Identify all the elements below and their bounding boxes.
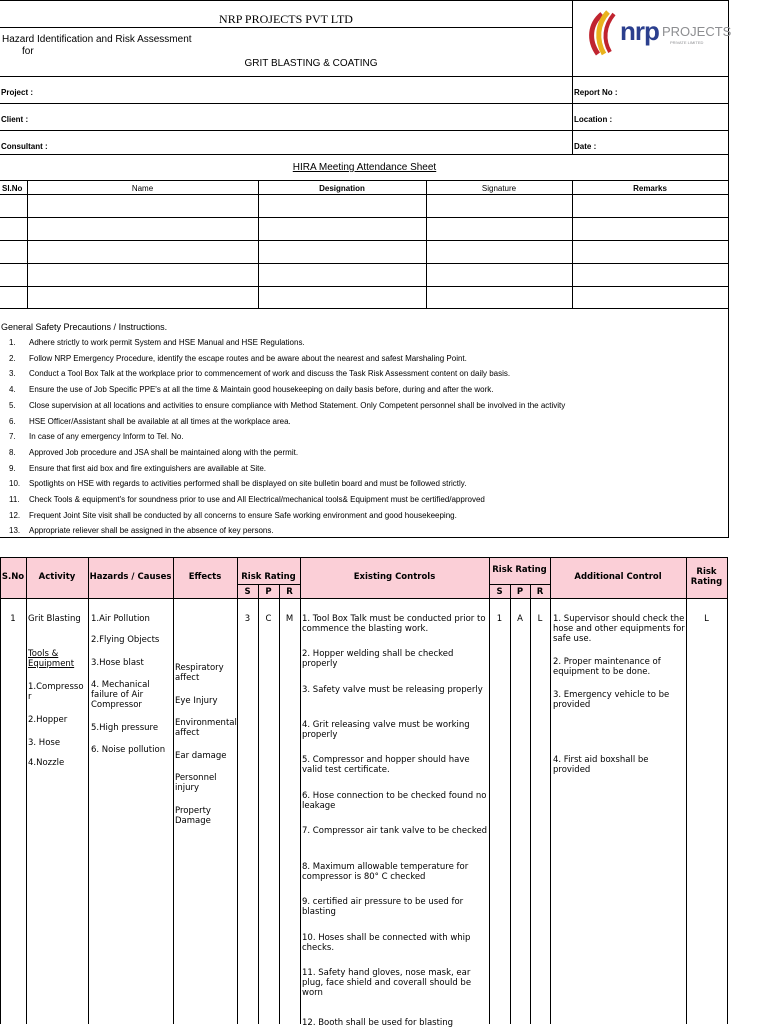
precaution-item	[0, 448, 728, 462]
tool-hopper: 2.Hopper	[28, 715, 68, 725]
header-additional-control: Additional Control	[574, 572, 662, 582]
precaution-item	[0, 464, 728, 478]
report-no-label: Report No :	[574, 88, 618, 97]
rating-p: C	[265, 614, 272, 624]
precaution-number: 7.	[9, 432, 16, 442]
effect-5: Personnel injury	[175, 773, 217, 793]
attendance-title: HIRA Meeting Attendance Sheet	[292, 162, 437, 173]
effect-3: Environmental affect	[175, 718, 237, 738]
header-s-2: S	[496, 587, 503, 597]
effect-6: Property Damage	[175, 806, 211, 826]
header-s: S	[244, 587, 251, 597]
hazard-6: 6. Noise pollution	[91, 745, 166, 755]
document-title: Hazard Identification and Risk Assessment	[2, 34, 192, 45]
tool-nozzle: 4.Nozzle	[28, 758, 65, 768]
precaution-text: Check Tools & equipment's for soundness prior to use and All Electrical/mechanical tools& Equipment must be certified/approved	[29, 495, 485, 504]
precaution-number: 5.	[9, 400, 16, 410]
additional-4: 4. First aid boxshall be provided	[553, 755, 649, 775]
precaution-number: 1.	[9, 338, 16, 347]
existing-control-item: 10. Hoses shall be connected with whip checks.	[302, 933, 471, 953]
effect-4: Ear damage	[175, 751, 227, 761]
tools-equipment-label: Tools & Equipment	[28, 649, 75, 669]
precautions-title: General Safety Precautions / Instructions.	[1, 322, 168, 332]
hazard-3: 3.Hose blast	[91, 658, 144, 668]
precaution-number: 8.	[9, 447, 16, 457]
row-activity: Grit Blasting	[28, 614, 81, 624]
existing-control-item: 8. Maximum allowable temperature for compressor is 80° C checked	[302, 862, 469, 882]
hazard-2: 2.Flying Objects	[91, 635, 160, 645]
header-risk-rating: Risk Rating	[241, 572, 296, 582]
rating-r-2: L	[537, 614, 543, 624]
precaution-text: Spotlights on HSE with regards to activities performed shall be displayed on site bulletin board and must be followed strictly.	[29, 479, 467, 489]
additional-2: 2. Proper maintenance of equipment to be done.	[553, 657, 661, 677]
tool-hose: 3. Hose	[28, 738, 61, 748]
location-label: Location :	[574, 115, 613, 124]
precaution-text: Approved Job procedure and JSA shall be maintained along with the permit.	[29, 447, 299, 457]
precaution-text: Adhere strictly to work permit System and HSE Manual and HSE Regulations.	[29, 338, 305, 347]
header-hazards: Hazards / Causes	[89, 572, 172, 582]
precaution-text: Ensure that first aid box and fire extinguishers are available at Site.	[29, 463, 267, 473]
logo-text-projects: PROJECTS	[662, 24, 732, 39]
company-logo	[584, 6, 732, 62]
precaution-number: 13.	[9, 526, 21, 536]
precaution-item	[0, 369, 728, 383]
precaution-number: 9.	[9, 463, 16, 473]
existing-control-item: 5. Compressor and hopper should have valid test certificate.	[302, 755, 470, 775]
header-activity: Activity	[38, 572, 76, 582]
col-remarks: Remarks	[633, 184, 667, 193]
precaution-text: Ensure the use of Job Specific PPE's at all the time & Maintain good housekeeping on daily basis before, during and after the work.	[29, 385, 494, 395]
project-label: Project :	[1, 88, 34, 97]
existing-control-item: 2. Hopper welding shall be checked properly	[302, 649, 454, 669]
hazard-5: 5.High pressure	[91, 723, 159, 733]
rating-s-2: 1	[496, 614, 503, 624]
precaution-number: 3.	[9, 369, 16, 379]
activity-title: GRIT BLASTING & COATING	[244, 58, 378, 69]
col-designation: Designation	[319, 184, 365, 193]
precaution-number: 2.	[9, 353, 16, 363]
rating-r: M	[285, 614, 294, 624]
precaution-number: 10.	[9, 479, 21, 489]
precaution-item	[0, 495, 728, 509]
company-name: NRP PROJECTS PVT LTD	[219, 12, 353, 26]
rating-p-2: A	[517, 614, 523, 624]
logo-subtext: PRIVATE LIMITED	[670, 40, 704, 45]
precaution-item	[0, 385, 728, 399]
precaution-text: Conduct a Tool Box Talk at the workplace prior to commencement of work and discuss the Task Risk Assessment content on daily basis.	[29, 369, 511, 379]
header-risk-rating-2: Risk Rating	[492, 565, 547, 575]
rating-s: 3	[244, 614, 251, 624]
consultant-label: Consultant :	[1, 142, 48, 151]
precaution-text: Follow NRP Emergency Procedure, identify the escape routes and be aware about the nearest and safest Marshaling Point.	[29, 353, 467, 363]
existing-control-item: 9. certified air pressure to be used for blasting	[302, 897, 464, 917]
precaution-item	[0, 526, 728, 540]
document-title-for: for	[22, 46, 34, 57]
header-r: R	[286, 587, 293, 597]
precaution-number: 6.	[9, 416, 16, 426]
effect-2: Eye Injury	[175, 696, 218, 706]
precaution-item	[0, 479, 728, 493]
additional-3: 3. Emergency vehicle to be provided	[553, 690, 670, 710]
header-existing-controls: Existing Controls	[353, 572, 436, 582]
precaution-item	[0, 401, 728, 415]
col-signature: Signature	[481, 184, 517, 193]
existing-control-item: 12. Booth shall be used for blasting	[302, 1018, 454, 1028]
rating-final: L	[704, 614, 709, 624]
precaution-number: 4.	[9, 385, 16, 395]
precaution-item	[0, 432, 728, 446]
existing-control-item: 1. Tool Box Talk must be conducted prior to commence the blasting work.	[302, 614, 486, 634]
precaution-text: Frequent Joint Site visit shall be conducted by all concerns to ensure Safe working environment and good housekeeping.	[29, 510, 457, 520]
precaution-text: Close supervision at all locations and activities to ensure compliance with Method Statement. Only Competent personnel shall be involved in the activity	[29, 400, 566, 410]
existing-control-item: 6. Hose connection to be checked found no leakage	[302, 791, 487, 811]
precaution-item	[0, 354, 728, 368]
hazard-1: 1.Air Pollution	[91, 614, 150, 624]
precaution-text: Appropriate reliever shall be assigned in the absence of key persons.	[29, 526, 274, 536]
header-sno: S.No	[1, 572, 25, 582]
existing-control-item: 11. Safety hand gloves, nose mask, ear plug, face shield and coverall should be worn	[302, 968, 472, 998]
header-effects: Effects	[188, 572, 222, 582]
precaution-text: HSE Officer/Assistant shall be available at all times at the workplace area.	[29, 416, 291, 426]
row-sno: 1	[10, 614, 16, 624]
existing-control-item: 4. Grit releasing valve must be working properly	[302, 720, 470, 740]
precaution-number: 11.	[9, 495, 20, 504]
additional-1: 1. Supervisor should check the hose and other equipments for safe use.	[553, 614, 685, 644]
header-risk-rating-3: Risk Rating	[690, 567, 723, 587]
header-p: P	[265, 587, 272, 597]
precaution-number: 12.	[9, 510, 21, 520]
date-label: Date :	[574, 142, 597, 151]
existing-control-item: 3. Safety valve must be releasing properly	[302, 685, 483, 695]
col-slno: Sl.No	[2, 184, 23, 193]
logo-text: nrp	[620, 16, 659, 46]
tool-compressor: 1.Compressor	[28, 682, 84, 702]
client-label: Client :	[1, 115, 29, 124]
precaution-item	[0, 338, 728, 352]
precaution-text: In case of any emergency Inform to Tel. No.	[29, 432, 184, 442]
header-p-2: P	[516, 587, 524, 597]
precaution-item	[0, 511, 728, 525]
header-r-2: R	[536, 587, 544, 597]
col-name: Name	[131, 184, 154, 193]
precaution-item	[0, 417, 728, 431]
effect-1: Respiratory affect	[175, 663, 224, 683]
hazard-4: 4. Mechanical failure of Air Compressor	[91, 680, 150, 710]
existing-control-item: 7. Compressor air tank valve to be checked	[302, 826, 488, 836]
